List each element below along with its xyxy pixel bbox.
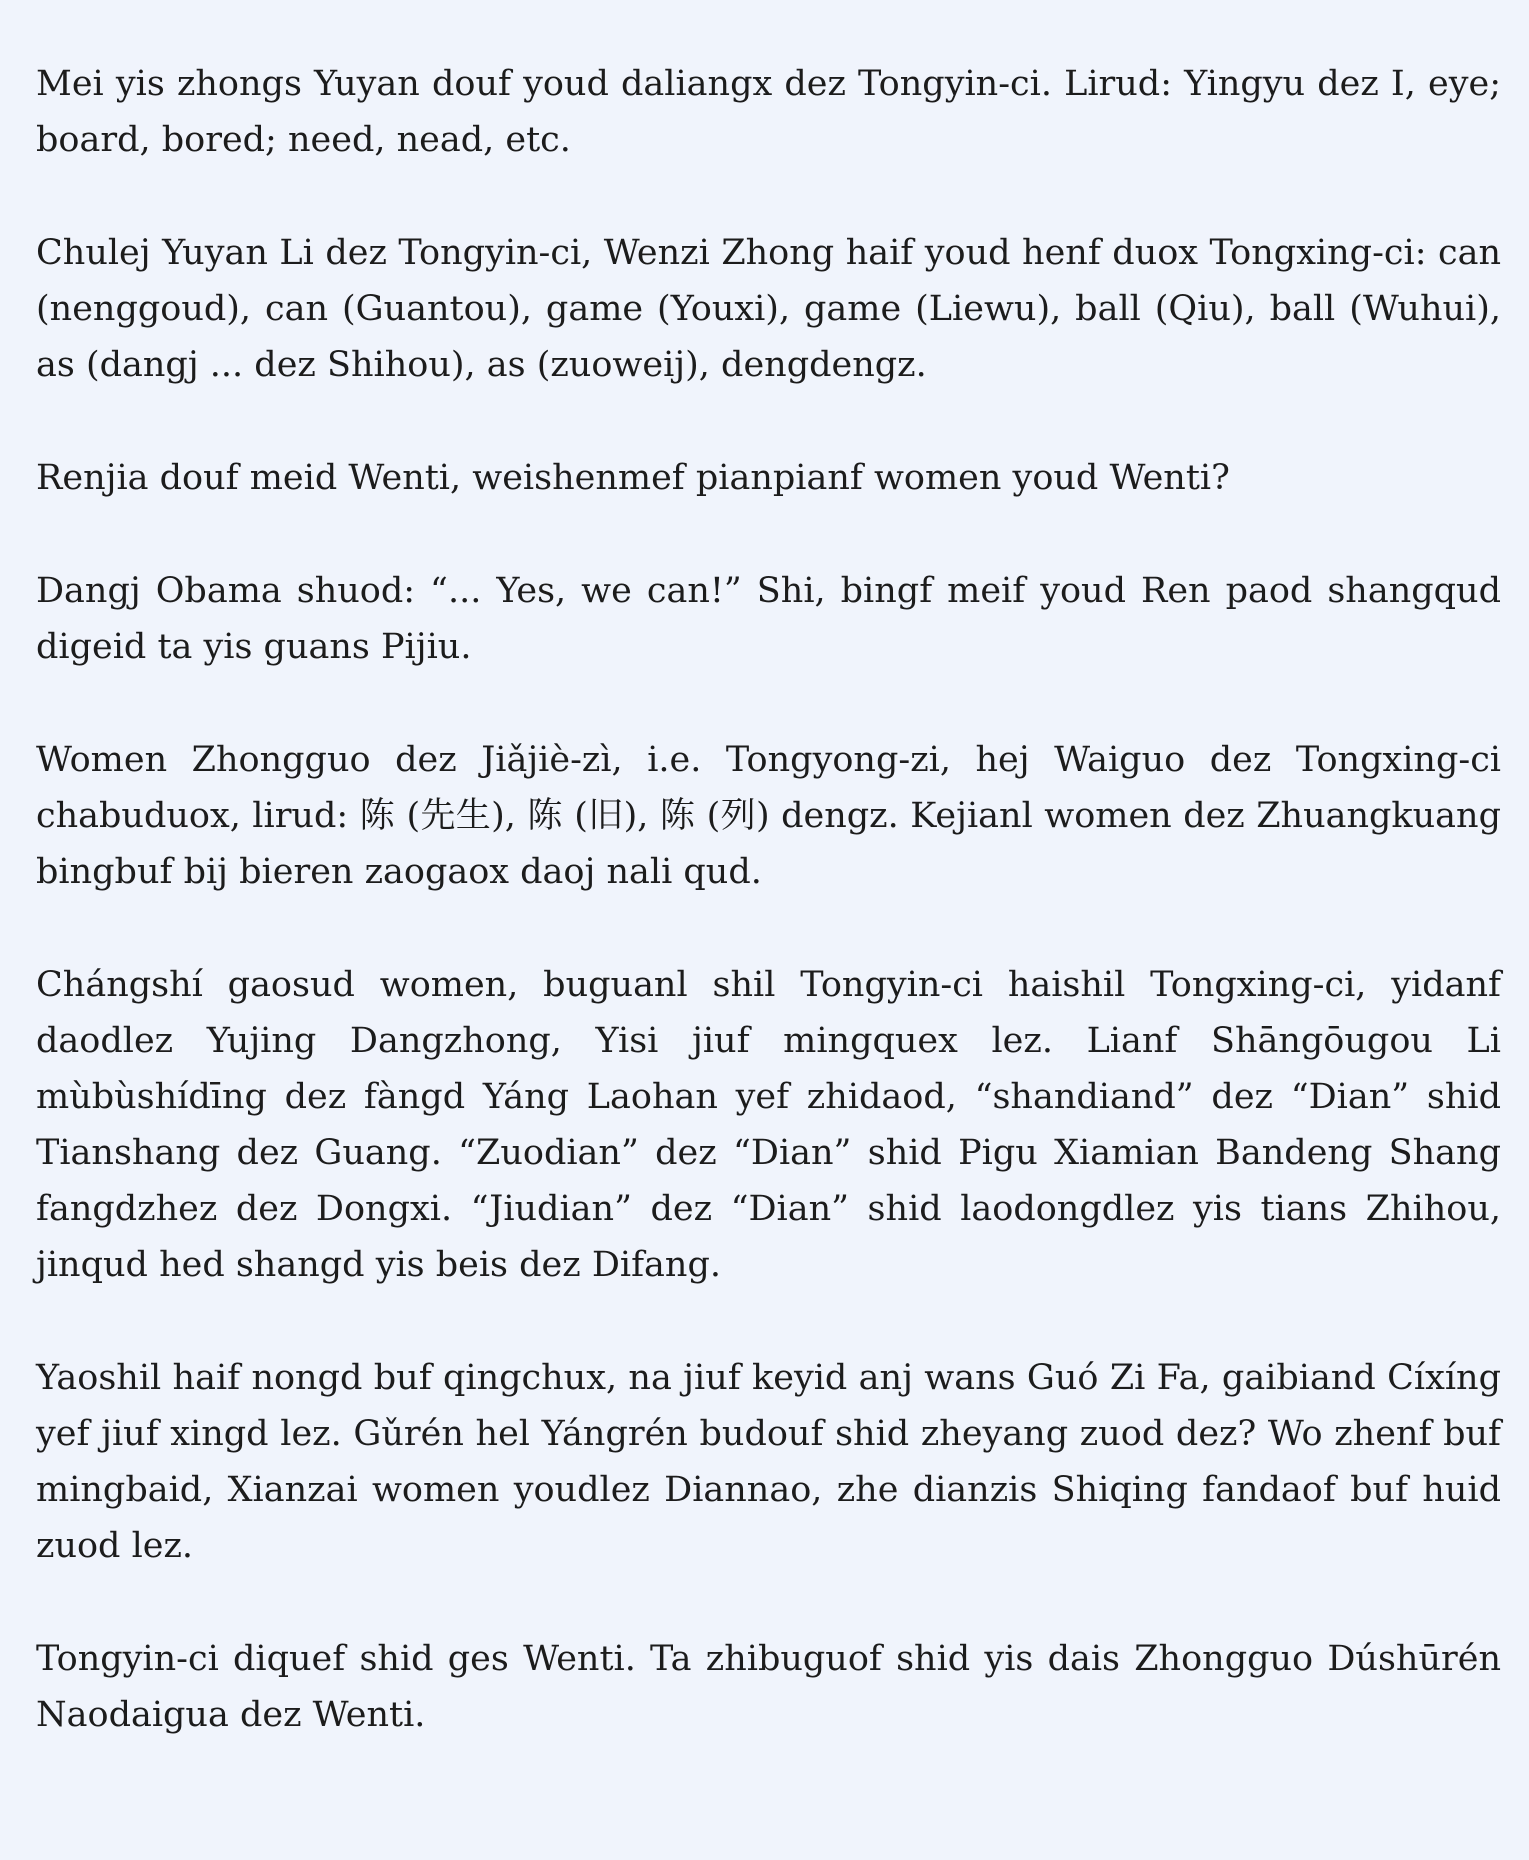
paragraph-8: Tongyin-ci diquef shid ges Wenti. Ta zhibuguof shid yis dais Zhongguo Dúshūrén Naodaigua dez Wenti. [36,1639,1501,1735]
paragraph-7: Yaoshil haif nongd buf qingchux, na jiuf keyid anj wans Guó Zi Fa, gaibiand Cíxíng yef jiuf xingd lez. Gǔrén hel Yángrén budouf shid zheyang zuod dez? Wo zhenf buf mingbaid, Xianzai women youdlez Diannao, zhe dianzis Shiqing fandaof buf huid zuod lez. [36,1358,1501,1566]
paragraph-5: Women Zhongguo dez Jiǎjiè-zì, i.e. Tongyong-zi, hej Waiguo dez Tongxing-ci chabuduox, lirud: 陈 (先生), 陈 (旧), 陈 (列) dengz. Kejianl women dez Zhuangkuang bingbuf bij bieren zaogaox daoj nali qud. [36,740,1501,892]
paragraph-4: Dangj Obama shuod: “... Yes, we can!” Shi, bingf meif youd Ren paod shangqud digeid ta yis guans Pijiu. [36,571,1501,667]
paragraph-1: Mei yis zhongs Yuyan douf youd daliangx dez Tongyin-ci. Lirud: Yingyu dez I, eye; board, bored; need, nead, etc. [36,64,1501,160]
paragraph-2: Chulej Yuyan Li dez Tongyin-ci, Wenzi Zhong haif youd henf duox Tongxing-ci: can (nenggoud), can (Guantou), game (Youxi), game (Liewu), ball (Qiu), ball (Wuhui), as (dangj ... dez Shihou), as (zuoweij), dengdengz. [36,233,1501,385]
paragraph-6: Chángshí gaosud women, buguanl shil Tongyin-ci haishil Tongxing-ci, yidanf daodlez Yujing Dangzhong, Yisi jiuf mingquex lez. Lianf Shāngōugou Li mùbùshídīng dez fàngd Yáng Laohan yef zhidaod, “shandiand” dez “Dian” shid Tianshang dez Guang. “Zuodian” dez “Dian” shid Pigu Xiamian Bandeng Shang fangdzhez dez Dongxi. “Jiudian” dez “Dian” shid laodongdlez yis tians Zhihou, jinqud hed shangd yis beis dez Difang. [36,965,1501,1285]
paragraph-3: Renjia douf meid Wenti, weishenmef pianpianf women youd Wenti? [36,458,1230,498]
